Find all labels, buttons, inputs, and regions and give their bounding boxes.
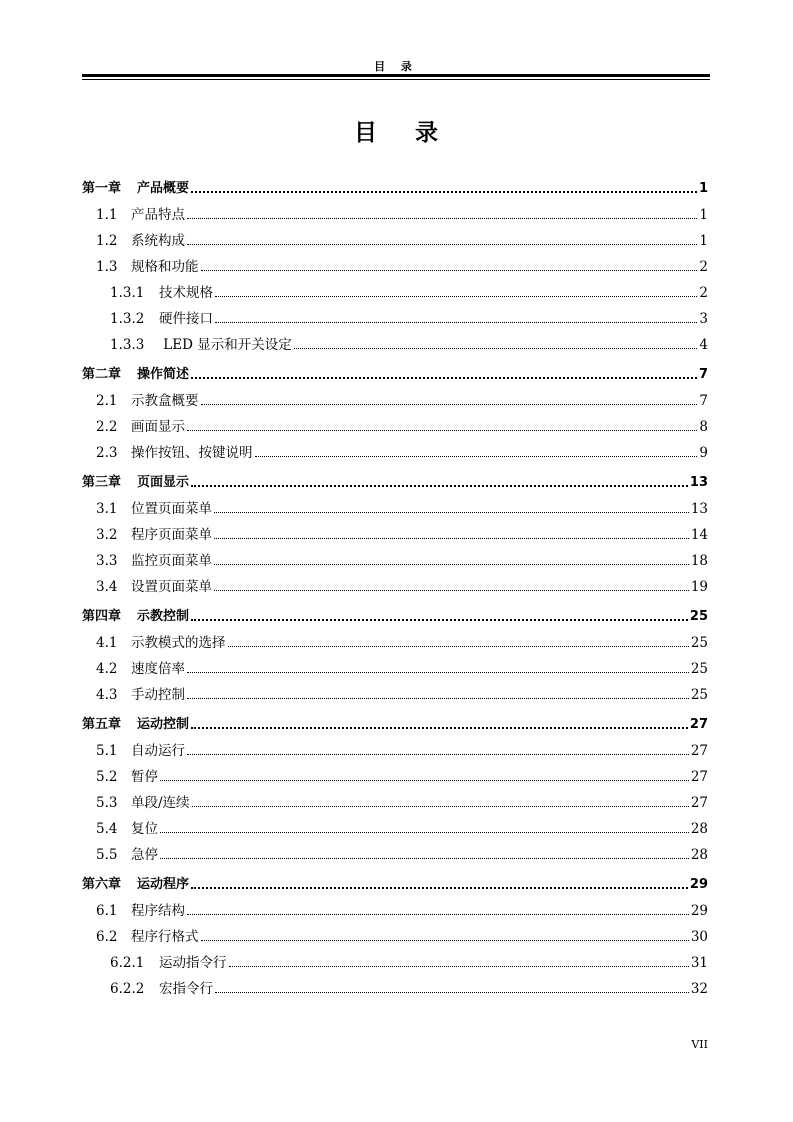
toc-entry-page: 9 [699,445,708,461]
toc-dot-leader [187,244,697,245]
toc-dot-leader [160,780,689,781]
toc-entry-page: 28 [690,821,708,837]
toc-entry-page: 25 [690,687,708,703]
toc-entry-page: 27 [690,795,708,811]
toc-section-entry[interactable] [82,410,708,436]
toc-section-entry[interactable] [82,652,708,678]
toc-section-entry[interactable] [82,518,708,544]
toc-entry-number: 3.3 [96,553,118,569]
toc-entry-number: 6.1 [96,903,118,919]
toc-entry-page: 3 [699,311,708,327]
toc-entry-label: 监控页面菜单 [131,553,212,569]
toc-section-entry[interactable] [82,760,708,786]
toc-section-entry[interactable] [82,544,708,570]
toc-entry-page: 1 [699,233,708,249]
toc-entry-label: 页面显示 [137,475,190,490]
toc-entry-number: 1.3.3 [110,337,145,353]
toc-entry-number: 第二章 [82,367,122,382]
toc-dot-leader [192,806,689,807]
toc-entry-number: 3.4 [96,579,118,595]
toc-section-entry[interactable] [82,838,708,864]
toc-chapter-entry[interactable] [82,358,708,384]
toc-section-entry[interactable] [82,972,708,998]
table-of-contents [82,172,708,998]
toc-entry-page: 19 [690,579,708,595]
toc-entry-label: 示教盒概要 [131,393,199,409]
toc-section-entry[interactable] [82,626,708,652]
toc-entry-page: 25 [690,635,708,651]
toc-entry-label: 示教模式的选择 [131,635,226,651]
toc-entry-label: 宏指令行 [159,981,213,997]
toc-entry-page: 2 [699,259,708,275]
toc-entry-label: 复位 [131,821,158,837]
toc-entry-label: 操作按钮、按键说明 [131,445,253,461]
toc-entry-label: 位置页面菜单 [131,501,212,517]
toc-entry-number: 4.2 [96,661,118,677]
toc-dot-leader [215,296,697,297]
toc-dot-leader [214,564,689,565]
toc-entry-number: 第六章 [82,877,122,892]
toc-section-entry[interactable] [82,250,708,276]
toc-entry-page: 7 [698,367,708,382]
toc-entry-page: 13 [689,475,708,490]
toc-entry-label: 手动控制 [131,687,185,703]
toc-dot-leader [294,348,698,349]
toc-dot-leader [187,218,697,219]
toc-section-entry[interactable] [82,224,708,250]
toc-entry-page: 32 [690,981,708,997]
toc-entry-label: 示教控制 [137,609,190,624]
toc-chapter-entry[interactable] [82,868,708,894]
toc-title: 目录 [354,120,476,146]
toc-entry-page: 28 [690,847,708,863]
toc-entry-page: 27 [689,717,708,732]
toc-entry-number: 6.2.2 [110,981,145,997]
toc-dot-leader [214,538,689,539]
toc-section-entry[interactable] [82,492,708,518]
toc-section-entry[interactable] [82,570,708,596]
toc-dot-leader [191,485,688,487]
toc-entry-label: 运动程序 [137,877,190,892]
header-rule-thin [82,79,710,80]
toc-dot-leader [187,672,689,673]
toc-dot-leader [215,992,689,993]
toc-entry-number: 4.1 [96,635,118,651]
toc-entry-label: 自动运行 [131,743,185,759]
toc-dot-leader [228,646,689,647]
toc-entry-label: 操作简述 [137,367,190,382]
toc-entry-number: 5.3 [96,795,118,811]
toc-entry-number: 1.3.1 [110,285,145,301]
toc-dot-leader [229,966,689,967]
toc-entry-number: 6.2 [96,929,118,945]
toc-entry-label: 程序页面菜单 [131,527,212,543]
toc-section-entry[interactable] [82,384,708,410]
toc-entry-number: 5.4 [96,821,118,837]
toc-dot-leader [201,404,698,405]
toc-dot-leader [160,858,689,859]
toc-entry-number: 第五章 [82,717,122,732]
toc-entry-number: 第三章 [82,475,122,490]
toc-entry-label: 设置页面菜单 [131,579,212,595]
toc-entry-page: 29 [690,903,708,919]
toc-dot-leader [187,698,689,699]
toc-entry-number: 5.5 [96,847,118,863]
toc-entry-number: 4.3 [96,687,118,703]
toc-entry-number: 3.2 [96,527,118,543]
toc-entry-page: 4 [699,337,708,353]
toc-entry-label: 技术规格 [159,285,213,301]
running-header: 目 录 [374,60,418,73]
toc-entry-page: 27 [690,769,708,785]
toc-entry-label: 运动指令行 [159,955,227,971]
toc-section-entry[interactable] [82,678,708,704]
toc-dot-leader [215,322,697,323]
toc-entry-page: 30 [690,929,708,945]
toc-dot-leader [191,619,688,621]
toc-dot-leader [201,940,689,941]
toc-section-entry[interactable] [82,198,708,224]
toc-section-entry[interactable] [82,920,708,946]
toc-entry-label: 暂停 [131,769,158,785]
toc-dot-leader [160,832,689,833]
toc-entry-number: 2.2 [96,419,118,435]
toc-entry-page: 1 [699,207,708,223]
toc-section-entry[interactable] [82,946,708,972]
toc-section-entry[interactable] [82,894,708,920]
toc-entry-number: 1.1 [96,207,118,223]
toc-chapter-entry[interactable] [82,466,708,492]
toc-section-entry[interactable] [82,812,708,838]
toc-entry-number: 1.3 [96,259,118,275]
toc-dot-leader [191,887,688,889]
toc-entry-number: 5.2 [96,769,118,785]
toc-entry-page: 8 [699,419,708,435]
toc-entry-number: 第四章 [82,609,122,624]
toc-section-entry[interactable] [82,786,708,812]
toc-dot-leader [214,512,689,513]
toc-entry-label: 硬件接口 [159,311,213,327]
toc-section-entry[interactable] [82,734,708,760]
toc-dot-leader [191,377,697,379]
toc-entry-label: 程序结构 [131,903,185,919]
toc-entry-page: 31 [690,955,708,971]
toc-dot-leader [191,727,688,729]
toc-dot-leader [187,914,689,915]
toc-entry-page: 29 [689,877,708,892]
toc-entry-page: 14 [690,527,708,543]
toc-dot-leader [201,270,698,271]
toc-dot-leader [191,191,697,193]
toc-entry-page: 25 [690,661,708,677]
toc-entry-number: 6.2.1 [110,955,145,971]
toc-entry-label: 程序行格式 [131,929,199,945]
toc-entry-label: 单段/连续 [131,795,190,811]
toc-entry-label: 系统构成 [131,233,185,249]
toc-entry-label: 画面显示 [131,419,185,435]
toc-entry-page: 2 [699,285,708,301]
toc-entry-page: 25 [689,609,708,624]
toc-entry-number: 1.3.2 [110,311,145,327]
toc-section-entry[interactable] [82,436,708,462]
toc-dot-leader [214,590,689,591]
header-rule-thick [82,74,710,77]
toc-dot-leader [255,456,698,457]
toc-entry-number: 5.1 [96,743,118,759]
toc-entry-page: 13 [690,501,708,517]
toc-entry-page: 18 [690,553,708,569]
toc-entry-label: 产品特点 [131,207,185,223]
toc-entry-page: 7 [699,393,708,409]
toc-entry-number: 3.1 [96,501,118,517]
toc-entry-number: 2.1 [96,393,118,409]
toc-entry-label: 速度倍率 [131,661,185,677]
toc-entry-number: 第一章 [82,181,122,196]
page-number: VII [691,1038,708,1051]
toc-dot-leader [187,754,689,755]
toc-entry-label: 急停 [131,847,158,863]
toc-section-entry[interactable] [82,328,708,354]
toc-entry-label: 产品概要 [137,181,190,196]
toc-section-entry[interactable] [82,302,708,328]
toc-entry-number: 2.3 [96,445,118,461]
toc-entry-label: 运动控制 [137,717,190,732]
toc-entry-number: 1.2 [96,233,118,249]
toc-entry-label: 规格和功能 [131,259,199,275]
toc-dot-leader [187,430,697,431]
toc-chapter-entry[interactable] [82,708,708,734]
toc-entry-page: 1 [698,181,708,196]
toc-entry-label: LED 显示和开关设定 [159,337,292,353]
toc-section-entry[interactable] [82,276,708,302]
toc-entry-page: 27 [690,743,708,759]
toc-chapter-entry[interactable] [82,600,708,626]
toc-chapter-entry[interactable] [82,172,708,198]
